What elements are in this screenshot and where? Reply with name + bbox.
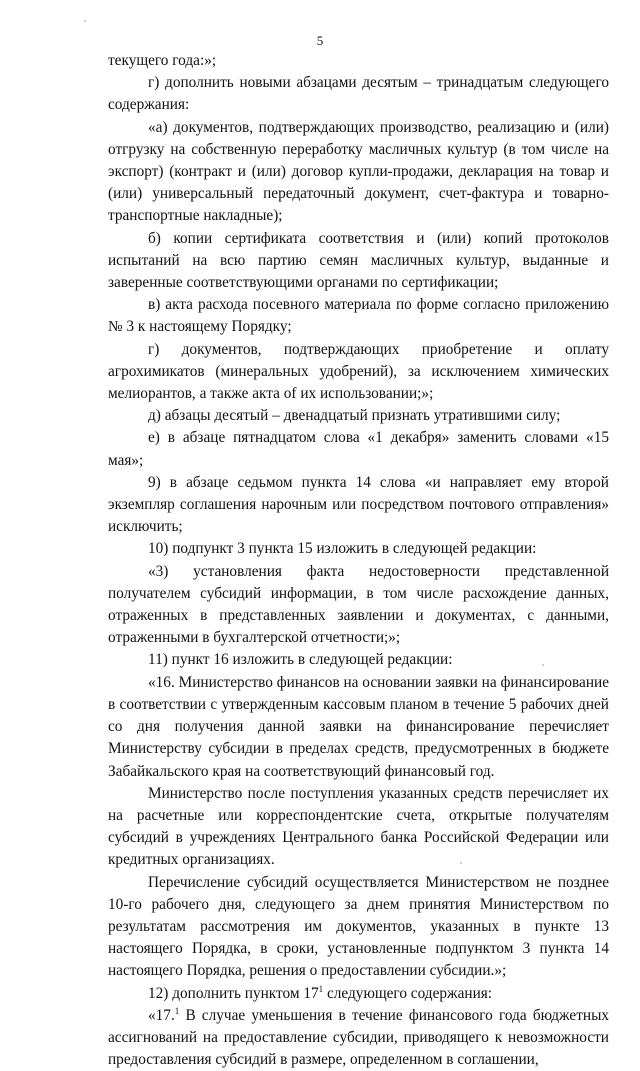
clause-17-1-text: В случае уменьшения в течение финансового года бюджетных ассигнований на предоставление субсидии, приводящего к невозможности предоставления субсидий в размере, определенном в соглашении, <box>108 1006 609 1069</box>
paragraph-item-9: 9) в абзаце седьмом пункта 14 слова «и направляет ему второй экземпляр соглашения нарочным или посредством почтового отправления» исключить; <box>108 473 609 536</box>
scan-speck <box>542 664 544 666</box>
paragraph-clause-16: «16. Министерство финансов на основании заявки на финансирование в соответствии с утвержденным кассовым планом в течение 5 рабочих дней со дня получения данной заявки на финансирование перечисляет Министерству субсидии в пределах средств, предусмотренных в бюджете Забайкальского края на соответствующий финансовый год. <box>108 673 609 780</box>
paragraph-item-g-add: г) дополнить новыми абзацами десятым – тринадцатым следующего содержания: <box>108 74 609 114</box>
paragraph-item-d: д) абзацы десятый – двенадцатый признать утратившими силу; <box>148 407 561 425</box>
scan-speck <box>84 20 86 22</box>
paragraph-clause-16-part-3: Перечисление субсидий осуществляется Министерством не позднее 10-го рабочего дня, следующего за днем принятия Министерством по результатам рассмотрения им документов, указанных в пункте 13 настоящего Порядка, в сроки, установленные подпунктом 3 пункта 14 настоящего Порядка, решения о предоставлении субсидии.»; <box>108 873 609 980</box>
paragraph-continuation: текущего года:»; <box>108 52 217 69</box>
paragraph-subitem-b: б) копии сертификата соответствия и (или) копий протоколов испытаний на всю партию семян масличных культур, выданные и заверенные соответствующими органами по сертификации; <box>108 229 609 292</box>
item-12-text: 12) дополнить пунктом 17 <box>148 984 319 1002</box>
paragraph-item-11: 11) пункт 16 изложить в следующей редакции: <box>148 651 453 669</box>
paragraph-subitem-3: «3) установления факта недостоверности представленной получателем субсидий информации, в том числе расхождение данных, отраженных в представленных заявлении и документах, с данными, отраженными в бухгалтерской отчетности;»; <box>108 562 609 647</box>
paragraph-item-e: е) в абзаце пятнадцатом слова «1 декабря» заменить словами «15 мая»; <box>108 429 609 469</box>
item-12-text-end: следующего содержания: <box>323 984 493 1002</box>
paragraph-subitem-a: «а) документов, подтверждающих производство, реализацию и (или) отгрузку на собственную переработку масличных культур (в том числе на экспорт) (контракт и (или) договор купли-продажи, декларация на товар и (или) универсальный передаточный документ, счет-фактура и товарно-транспортные накладные); <box>108 118 609 225</box>
clause-17-1-superscript: 1 <box>174 1005 180 1016</box>
paragraph-subitem-g: г) документов, подтверждающих приобретение и оплату агрохимикатов (минеральных удобрений), за исключением химических мелиорантов, а также акта of их использовании;»; <box>108 340 609 403</box>
paragraph-clause-17-1 <box>108 1005 609 1071</box>
document-body <box>108 50 609 1071</box>
paragraph-item-12 <box>108 983 609 1005</box>
item-12-superscript: 1 <box>318 983 324 994</box>
page-number: 5 <box>316 33 324 48</box>
paragraph-clause-16-part-2: Министерство после поступления указанных средств перечисляет их на расчетные или корреспондентские счета, открытые получателям субсидий в учреждениях Центрального банка Российской Федерации или кредитных организациях. <box>108 784 609 869</box>
clause-17-1-number: «17. <box>148 1006 175 1024</box>
paragraph-item-10: 10) подпункт 3 пункта 15 изложить в следующей редакции: <box>148 540 537 558</box>
scan-speck <box>460 862 462 864</box>
paragraph-subitem-v: в) акта расхода посевного материала по форме согласно приложению № 3 к настоящему Порядку; <box>108 296 609 336</box>
